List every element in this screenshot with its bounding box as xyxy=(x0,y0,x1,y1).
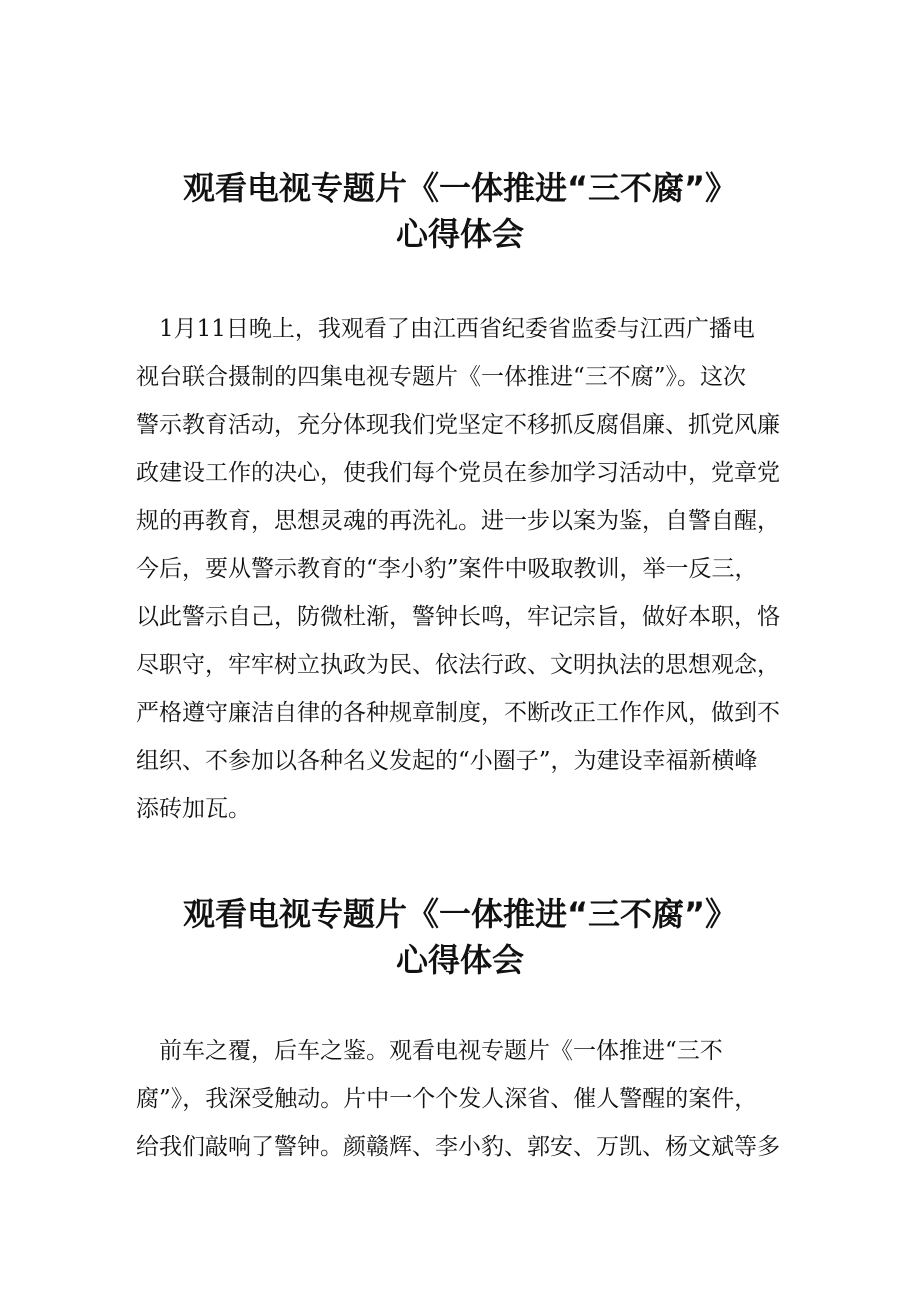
body-1-line: 尽职守，牢牢树立执政为民、依法行政、文明执法的思想观念， xyxy=(136,652,780,678)
article-title-1 xyxy=(0,165,920,257)
body-2-line: 给我们敲响了警钟。颜赣辉、李小豹、郭安、万凯、杨文斌等多 xyxy=(136,1134,780,1160)
title-2-line-2: 心得体会 xyxy=(395,941,524,979)
body-2-line: 前车之覆，后车之鉴。观看电视专题片《一体推进“三不 xyxy=(136,1038,723,1064)
body-2-line: 腐”》，我深受触动。片中一个个发人深省、催人警醒的案件， xyxy=(136,1086,758,1112)
title-2-line-1: 观看电视专题片《一体推进“三不腐”》 xyxy=(182,895,738,933)
body-1-line: 今后，要从警示教育的“李小豹”案件中吸取教训，举一反三， xyxy=(136,556,758,582)
article-body-1 xyxy=(136,305,796,833)
title-1-line-1: 观看电视专题片《一体推进“三不腐”》 xyxy=(182,169,738,207)
body-1-line: 视台联合摄制的四集电视专题片《一体推进“三不腐”》。这次 xyxy=(136,364,747,390)
body-1-line: 组织、不参加以各种名义发起的“小圈子”，为建设幸福新横峰 xyxy=(136,748,758,774)
body-1-line: 以此警示自己，防微杜渐，警钟长鸣，牢记宗旨，做好本职，恪 xyxy=(136,604,780,630)
article-title-2 xyxy=(0,891,920,983)
body-1-line: 警示教育活动，充分体现我们党坚定不移抓反腐倡廉、抓党风廉 xyxy=(136,412,780,438)
body-1-line: 规的再教育，思想灵魂的再洗礼。进一步以案为鉴，自警自醒， xyxy=(136,508,780,534)
body-1-line: 政建设工作的决心，使我们每个党员在参加学习活动中，党章党 xyxy=(136,460,780,486)
body-1-line: 添砖加瓦。 xyxy=(136,796,251,822)
title-1-line-2: 心得体会 xyxy=(395,215,524,253)
body-1-line: 1月11日晚上，我观看了由江西省纪委省监委与江西广播电 xyxy=(136,316,755,342)
article-body-2 xyxy=(136,1027,796,1171)
body-1-line: 严格遵守廉洁自律的各种规章制度，不断改正工作作风，做到不 xyxy=(136,700,780,726)
